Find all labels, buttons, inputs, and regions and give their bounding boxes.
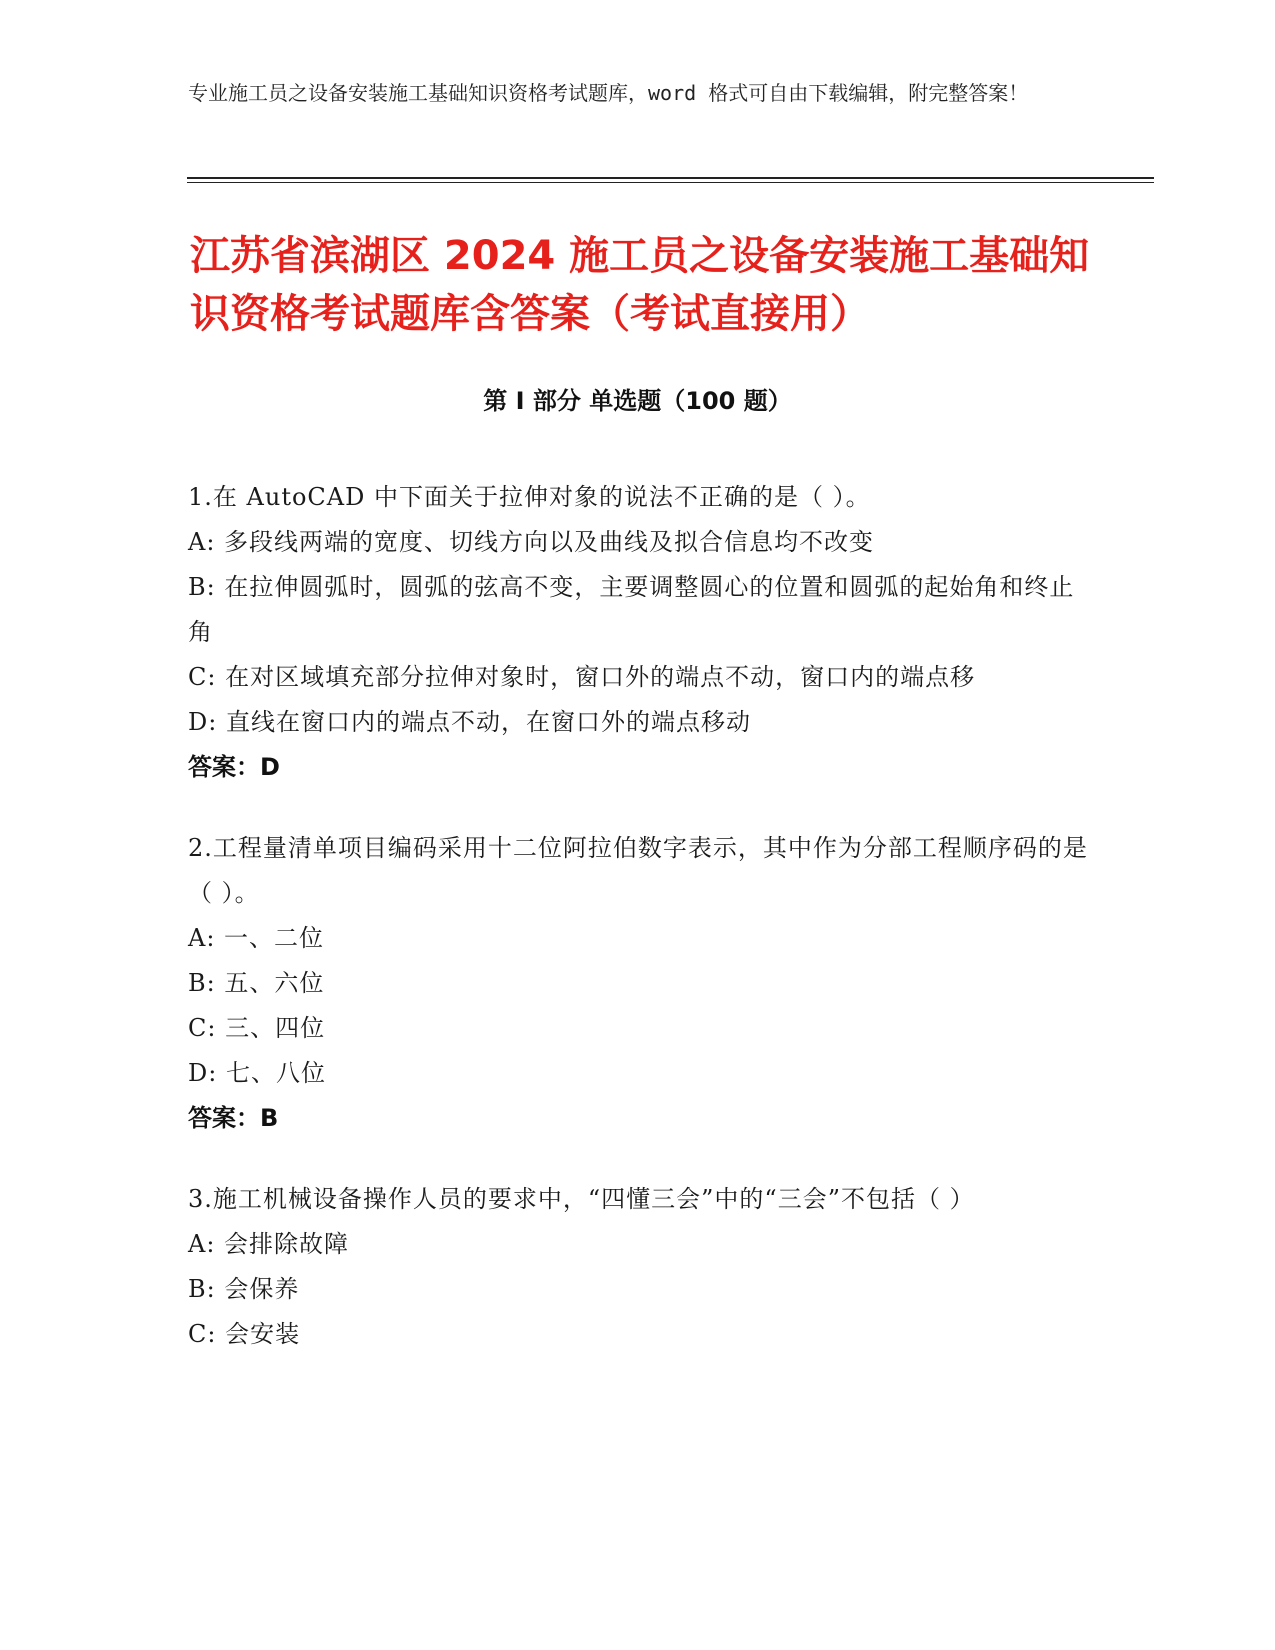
header-note: 专业施工员之设备安装施工基础知识资格考试题库，word 格式可自由下载编辑，附完整答案！ <box>188 81 1029 105</box>
document-title: 江苏省滨湖区 2024 施工员之设备安装施工基础知识资格考试题库含答案（考试直接用） <box>190 233 1090 337</box>
option-d: D: 直线在窗口内的端点不动，在窗口外的端点移动 <box>188 708 751 736</box>
option-b: B: 在拉伸圆弧时，圆弧的弦高不变，主要调整圆心的位置和圆弧的起始角和终止角 <box>188 573 1075 646</box>
answer: 答案：B <box>188 1104 279 1132</box>
option-c: C: 在对区域填充部分拉伸对象时，窗口外的端点不动，窗口内的端点移 <box>188 663 976 691</box>
option-d: D: 七、八位 <box>188 1059 326 1087</box>
question-list <box>188 475 1088 1393</box>
option-a: A: 会排除故障 <box>188 1230 350 1258</box>
option-c: C: 三、四位 <box>188 1014 326 1042</box>
question-stem: 2.工程量清单项目编码采用十二位阿拉伯数字表示，其中作为分部工程顺序码的是（ ）。 <box>188 834 1088 907</box>
question-3 <box>188 1177 1088 1357</box>
question-2 <box>188 826 1088 1141</box>
option-a: A: 多段线两端的宽度、切线方向以及曲线及拟合信息均不改变 <box>188 528 875 556</box>
option-c: C: 会安装 <box>188 1320 301 1348</box>
header-divider-thick <box>187 177 1154 179</box>
question-stem: 1.在 AutoCAD 中下面关于拉伸对象的说法不正确的是（ ）。 <box>188 483 871 511</box>
option-b: B: 会保养 <box>188 1275 300 1303</box>
option-a: A: 一、二位 <box>188 924 325 952</box>
section-heading: 第 I 部分 单选题（100 题） <box>483 387 792 415</box>
answer: 答案：D <box>188 753 280 781</box>
header-divider-thin <box>187 182 1154 183</box>
question-stem: 3.施工机械设备操作人员的要求中，“四懂三会”中的“三会”不包括（ ） <box>188 1185 975 1213</box>
question-1 <box>188 475 1088 790</box>
option-b: B: 五、六位 <box>188 969 325 997</box>
